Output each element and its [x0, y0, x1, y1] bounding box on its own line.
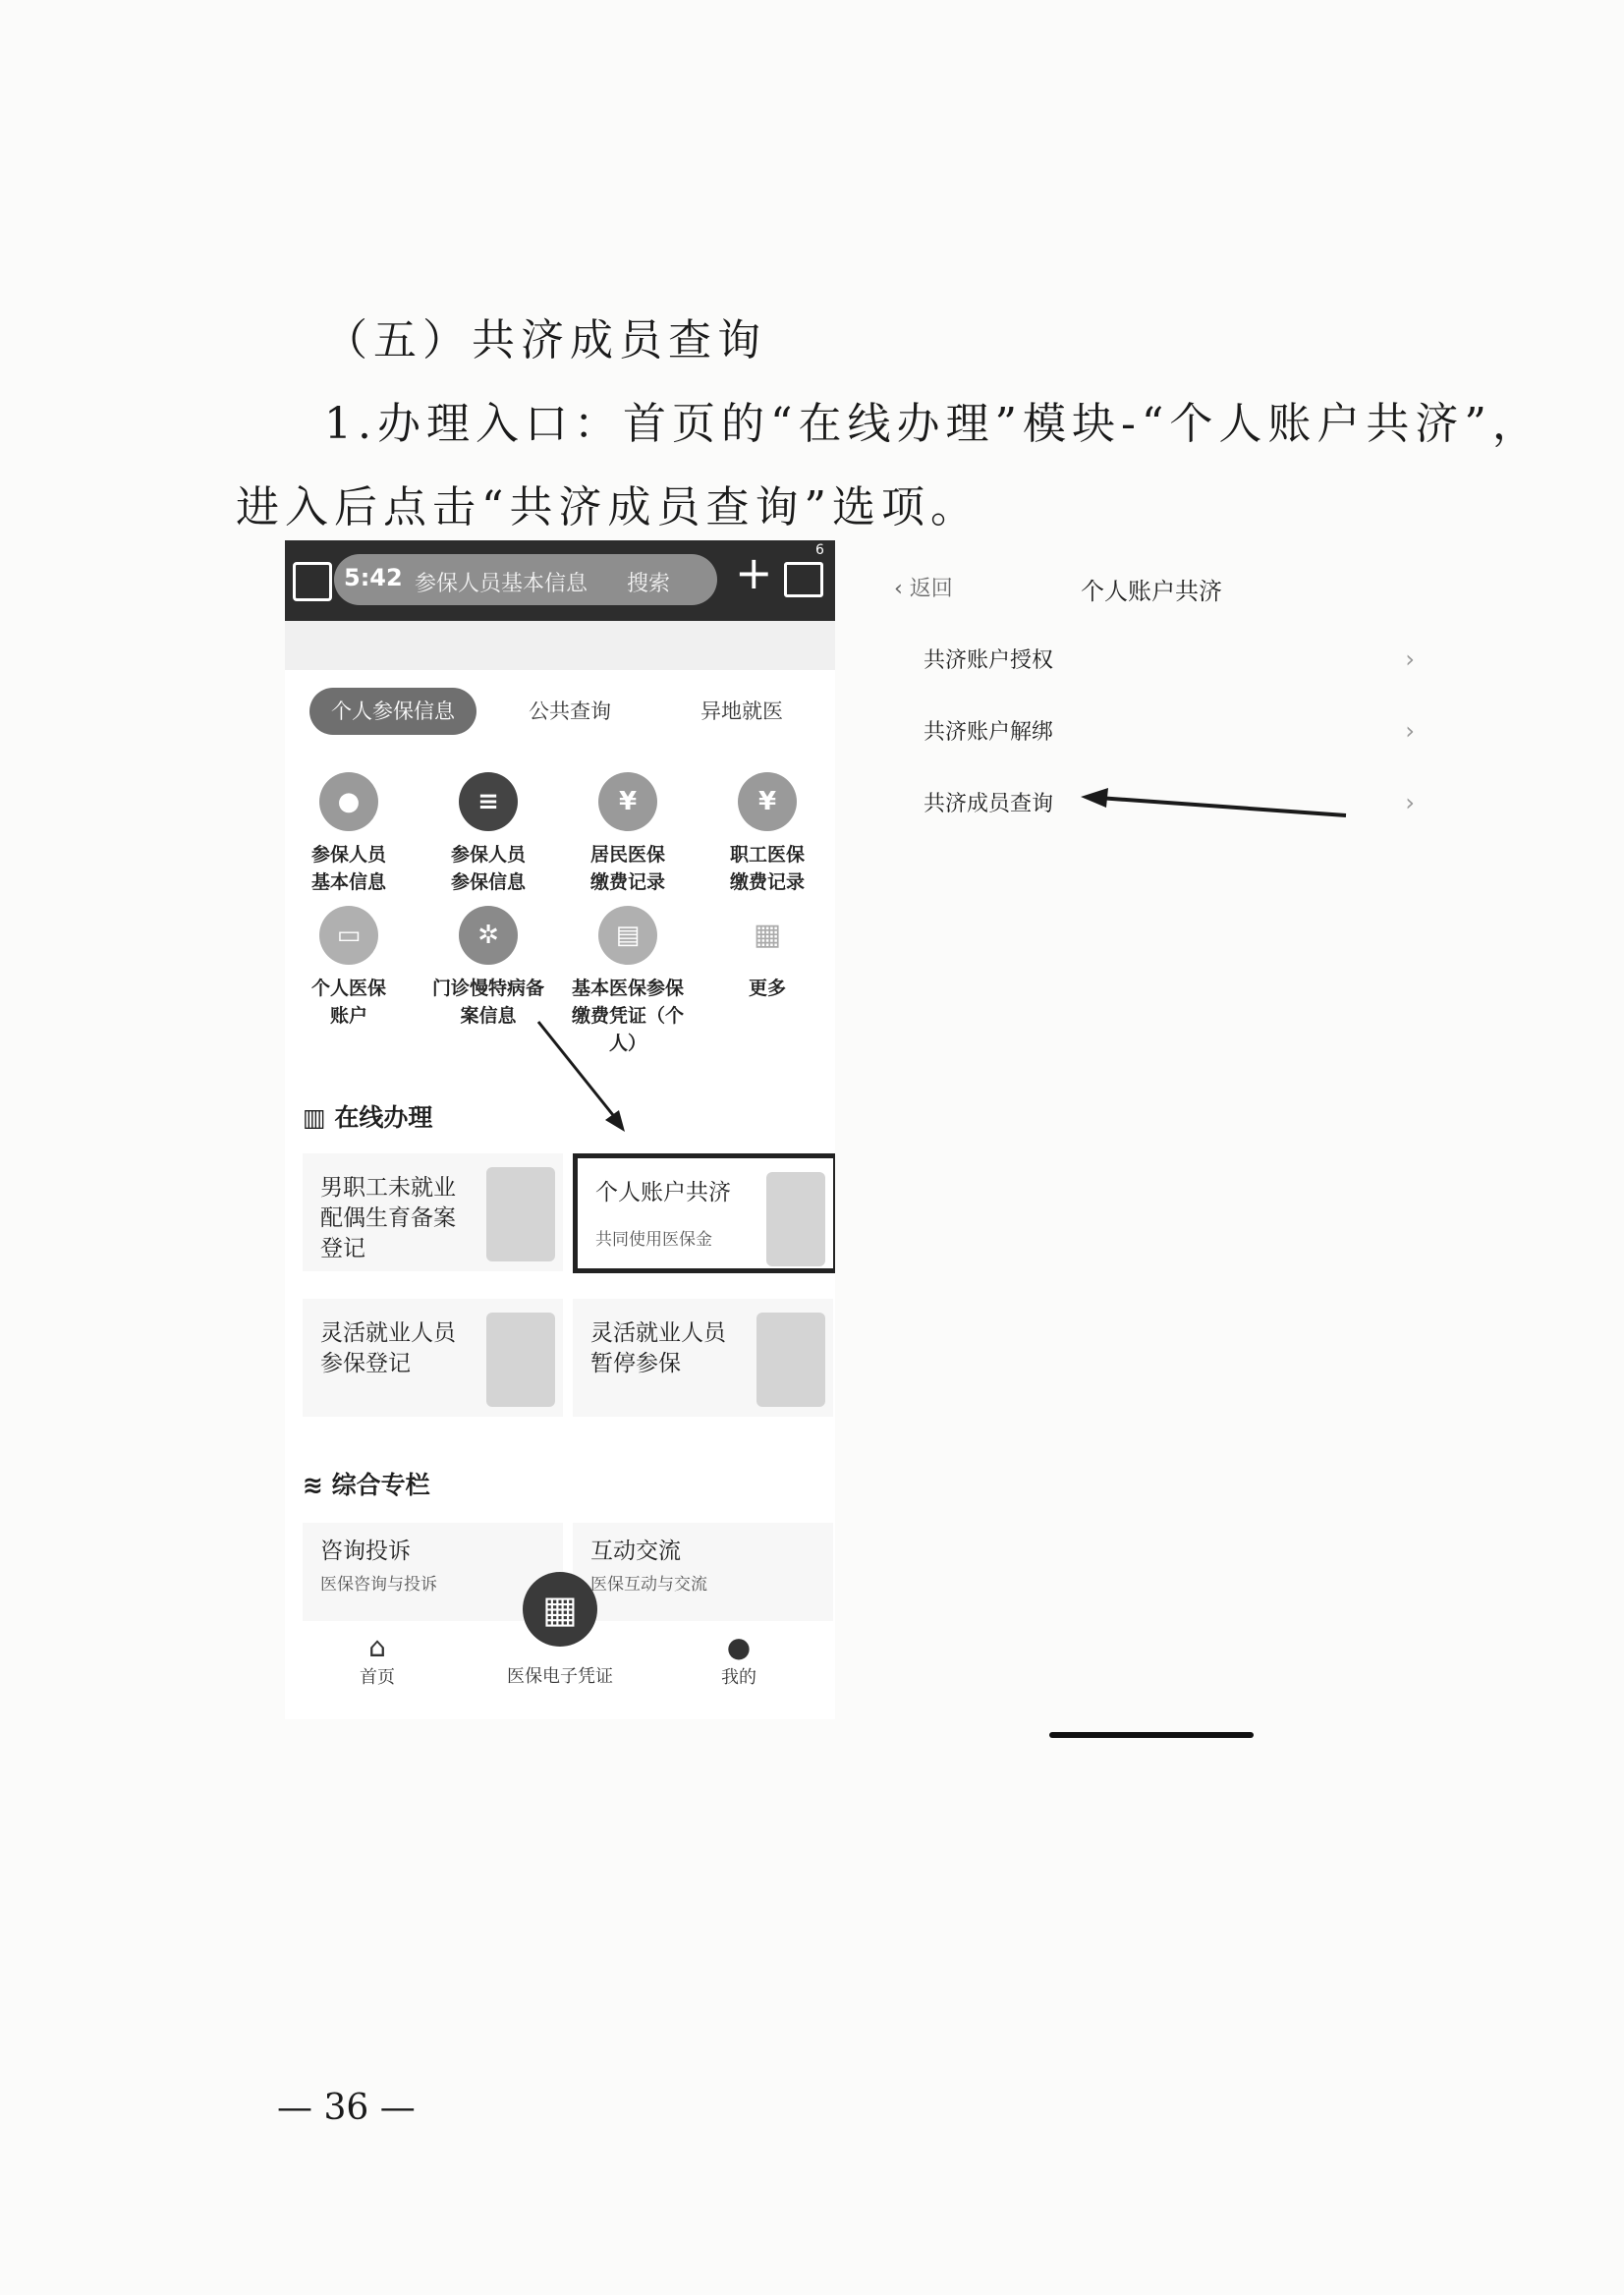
nav-medical-certificate[interactable]: 医保电子凭证	[507, 1666, 613, 1687]
home-icon: ⌂	[368, 1631, 386, 1663]
qr-code-icon[interactable]: ▦	[523, 1572, 597, 1647]
person-icon: ●	[319, 772, 378, 831]
grid-label: 参保人员	[310, 844, 386, 866]
building-icon: ▥	[303, 1103, 335, 1132]
document-icon: ≡	[459, 772, 518, 831]
grid-label: 缴费记录	[589, 871, 665, 893]
gear-icon: ✲	[459, 906, 518, 965]
online-section-label: 在线办理	[334, 1103, 433, 1132]
back-label: 返回	[909, 577, 953, 601]
nav-label: 我的	[721, 1667, 756, 1688]
grid-label: 居民医保	[589, 844, 665, 866]
paragraph-line-2: 进入后点击“共济成员查询”选项。	[236, 482, 980, 532]
special-section-label: 综合专栏	[331, 1471, 430, 1499]
wallet-icon: ▭	[319, 906, 378, 965]
grid-icon: ▦	[753, 918, 782, 952]
card-title: 男职工未就业配偶生育备案登记	[320, 1175, 456, 1261]
tab-remote-medical[interactable]: 异地就医	[700, 700, 783, 723]
grid-label: 人）	[608, 1033, 646, 1054]
card-subtitle: 医保咨询与投诉	[320, 1575, 437, 1595]
page-number: — 36 —	[277, 2088, 416, 2128]
list-item-member-query[interactable]	[924, 787, 1415, 826]
list-item-unbind[interactable]	[924, 715, 1415, 755]
back-button[interactable]: ‹ 返回	[894, 577, 953, 601]
tab-public-query[interactable]: 公共查询	[529, 700, 611, 723]
certificate-icon: ▤	[598, 906, 657, 965]
plus-icon[interactable]: +	[735, 546, 773, 599]
arrow-line-left	[538, 1022, 617, 1120]
search-button[interactable]: 搜索	[627, 572, 671, 596]
card-subtitle: 医保互动与交流	[590, 1575, 707, 1595]
grid-label: 账户	[329, 1005, 367, 1027]
list-item-label: 共济成员查询	[924, 792, 1054, 816]
section-heading: （五）共济成员查询	[324, 315, 766, 365]
list-item-label: 共济账户授权	[924, 648, 1054, 673]
paragraph-line-1: 1.办理入口：首页的“在线办理”模块-“个人账户共济”，	[324, 399, 1541, 449]
grid-label: 缴费凭证（个	[571, 1005, 684, 1027]
grid-label: 门诊慢特病备	[431, 978, 544, 999]
list-item-label: 共济账户解绑	[924, 720, 1054, 745]
tab-personal-insurance[interactable]: 个人参保信息	[309, 688, 476, 735]
grid-label: 个人医保	[310, 978, 386, 999]
grid-label: 更多	[748, 978, 786, 999]
user-icon: ●	[726, 1631, 752, 1663]
notification-badge: 6	[815, 542, 824, 558]
chevron-right-icon: ›	[1405, 789, 1415, 816]
grid-label: 基本信息	[310, 871, 386, 893]
grid-label: 参保人员	[450, 844, 526, 866]
grid-label: 职工医保	[729, 844, 805, 866]
page-title: 个人账户共济	[1081, 578, 1222, 605]
grid-label: 参保信息	[450, 871, 526, 893]
receipt-icon: ¥	[598, 772, 657, 831]
card-title: 灵活就业人员参保登记	[320, 1320, 456, 1376]
card-title: 互动交流	[590, 1539, 681, 1564]
stack-icon: ≋	[303, 1471, 332, 1499]
status-time: 5:42	[344, 564, 403, 591]
search-placeholder: 参保人员基本信息	[415, 572, 588, 596]
receipt-icon: ¥	[738, 772, 797, 831]
right-phone-screenshot	[884, 550, 1434, 865]
chevron-right-icon: ›	[1405, 717, 1415, 745]
chevron-right-icon: ›	[1405, 645, 1415, 673]
grid-label: 基本医保参保	[571, 978, 684, 999]
home-indicator-right	[1049, 1732, 1254, 1738]
list-item-authorize[interactable]	[924, 644, 1415, 683]
card-title: 个人账户共济	[595, 1180, 731, 1205]
card-subtitle: 共同使用医保金	[595, 1230, 712, 1250]
card-title: 灵活就业人员暂停参保	[590, 1320, 726, 1376]
grid-label: 缴费记录	[729, 871, 805, 893]
arrow-head-left	[605, 1110, 625, 1132]
nav-label: 首页	[360, 1667, 395, 1688]
grid-label: 案信息	[460, 1005, 517, 1027]
card-title: 咨询投诉	[320, 1539, 411, 1564]
